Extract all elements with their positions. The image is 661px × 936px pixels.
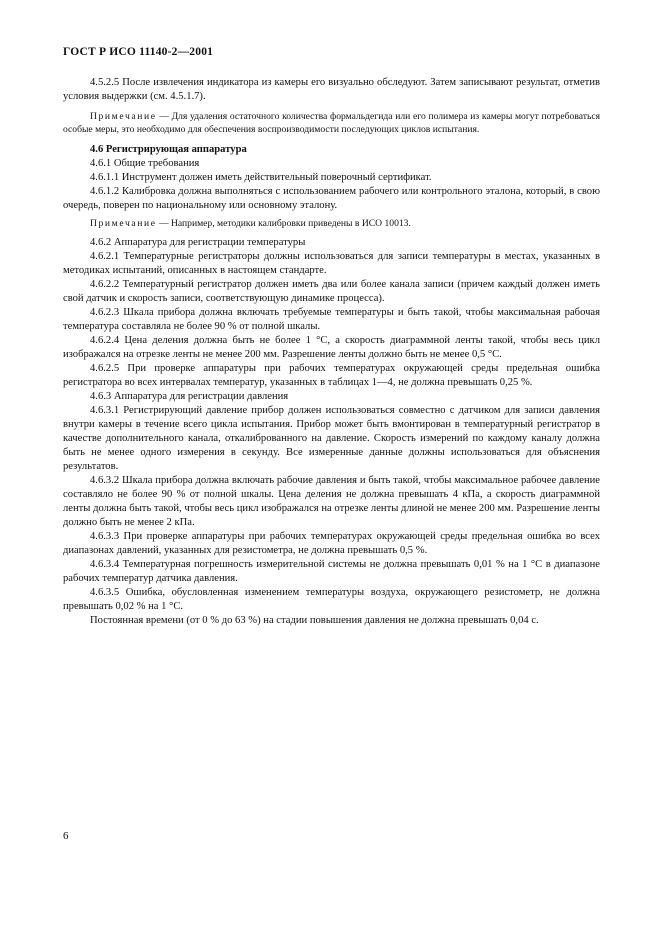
paragraph-4-6-1-2: 4.6.1.2 Калибровка должна выполняться с использованием рабочего или контрольного эталона, который, в свою очередь, поверен по национальному или основному эталону. [63,186,600,211]
paragraph-4-6-3-5: 4.6.3.5 Ошибка, обусловленная изменением температуры воздуха, окружающего резистометр, не должна превышать 0,02 % на 1 °С. [63,586,600,612]
document-body [63,76,600,628]
subsection-heading-4-6-2: 4.6.2 Аппаратура для регистрации температуры [90,236,306,248]
page-header: ГОСТ Р ИСО 11140-2—2001 [63,46,214,58]
page-number: 6 [63,830,69,842]
paragraph-4-6-2-5: 4.6.2.5 При проверке аппаратуры при рабочих температурах окружающей среды предельная ошибка регистратора во всех интервалах температур, указанных в таблицах 1—4, не должна превышать 0,25 %. [63,362,600,388]
subsection-heading-4-6-1: 4.6.1 Общие требования [90,158,200,169]
paragraph-4-6-2-1: 4.6.2.1 Температурные регистраторы должны использоваться для записи температуры в местах, указанных в методиках испытаний, описанных в настоящем стандарте. [63,250,600,276]
note-calibration [63,218,600,231]
paragraph-4-6-1-1: 4.6.1.1 Инструмент должен иметь действительный поверочный сертификат. [90,172,432,183]
paragraph-4-6-2-4: 4.6.2.4 Цена деления должна быть не более 1 °С, а скорость диаграммной ленты такой, чтобы весь цикл изображался на отрезке ленты не менее 200 мм. Разрешение ленты должно быть не менее 0,5 °С. [63,334,600,360]
paragraph-4-6-3-4: 4.6.3.4 Температурная погрешность измерительной системы не должна превышать 0,01 % на 1 °С в диапазоне рабочих температур датчика давления. [63,558,600,584]
note-text: — Например, методики калибровки приведены в ИСО 10013. [156,218,411,229]
paragraph-4-6-3-1: 4.6.3.1 Регистрирующий давление прибор должен использоваться совместно с датчиком для записи давления внутри камеры в течение всего цикла испытания. Прибор может быть вмонтирован в температурный регистратор в качестве дополнительного канала, откалиброванного на давление. Скорость измерений по каждому каналу должна быть не менее одного измерения в секунду. Все измеренные данные должны использоваться для объяснения результатов. [63,404,600,472]
note-formaldehyde [63,111,600,136]
section-heading-4-6: 4.6 Регистрирующая аппаратура [90,144,247,155]
paragraph-4-6-3-2: 4.6.3.2 Шкала прибора должна включать рабочие давления и быть такой, чтобы максимальное рабочее давление составляло не более 90 % от полной шкалы. Цена деления не должна превышать 4 кПа, а скорость диаграммной ленты должна быть такой, чтобы весь цикл изображался на отрезке ленты длиной не менее 200 мм. Разрешение ленты должно быть не менее 2 кПа. [63,474,600,528]
paragraph-4-5-2-5: 4.5.2.5 После извлечения индикатора из камеры его визуально обследуют. Затем записывают результат, отметив условия выдержки (см. 4.5.1.7). [63,77,600,102]
paragraph-4-6-2-2: 4.6.2.2 Температурный регистратор должен иметь два или более канала записи (причем каждый должен иметь свой датчик и скорость записи, соответствующую динамике процесса). [63,278,600,304]
paragraph-4-6-3-3: 4.6.3.3 При проверке аппаратуры при рабочих температурах окружающей среды предельная ошибка во всех диапазонах давлений, указанных для резистометра, не должна превышать 0,5 %. [63,530,600,556]
paragraph-4-6-2-3: 4.6.2.3 Шкала прибора должна включать требуемые температуры и быть такой, чтобы максимальная рабочая температура составляла не более 90 % от полной шкалы. [63,306,600,332]
note-text: — Для удаления остаточного количества формальдегида или его полимера из камеры могут потребоваться особые меры, это необходимо для обеспечения воспроизводимости последующих циклов испытания. [63,111,600,135]
note-label: Примечание [90,218,157,229]
note-label: Примечание [90,111,157,122]
paragraph-time-constant: Постоянная времени (от 0 % до 63 %) на стадии повышения давления не должна превышать 0,04 с. [90,614,539,626]
subsection-heading-4-6-3: 4.6.3 Аппаратура для регистрации давления [90,390,289,402]
